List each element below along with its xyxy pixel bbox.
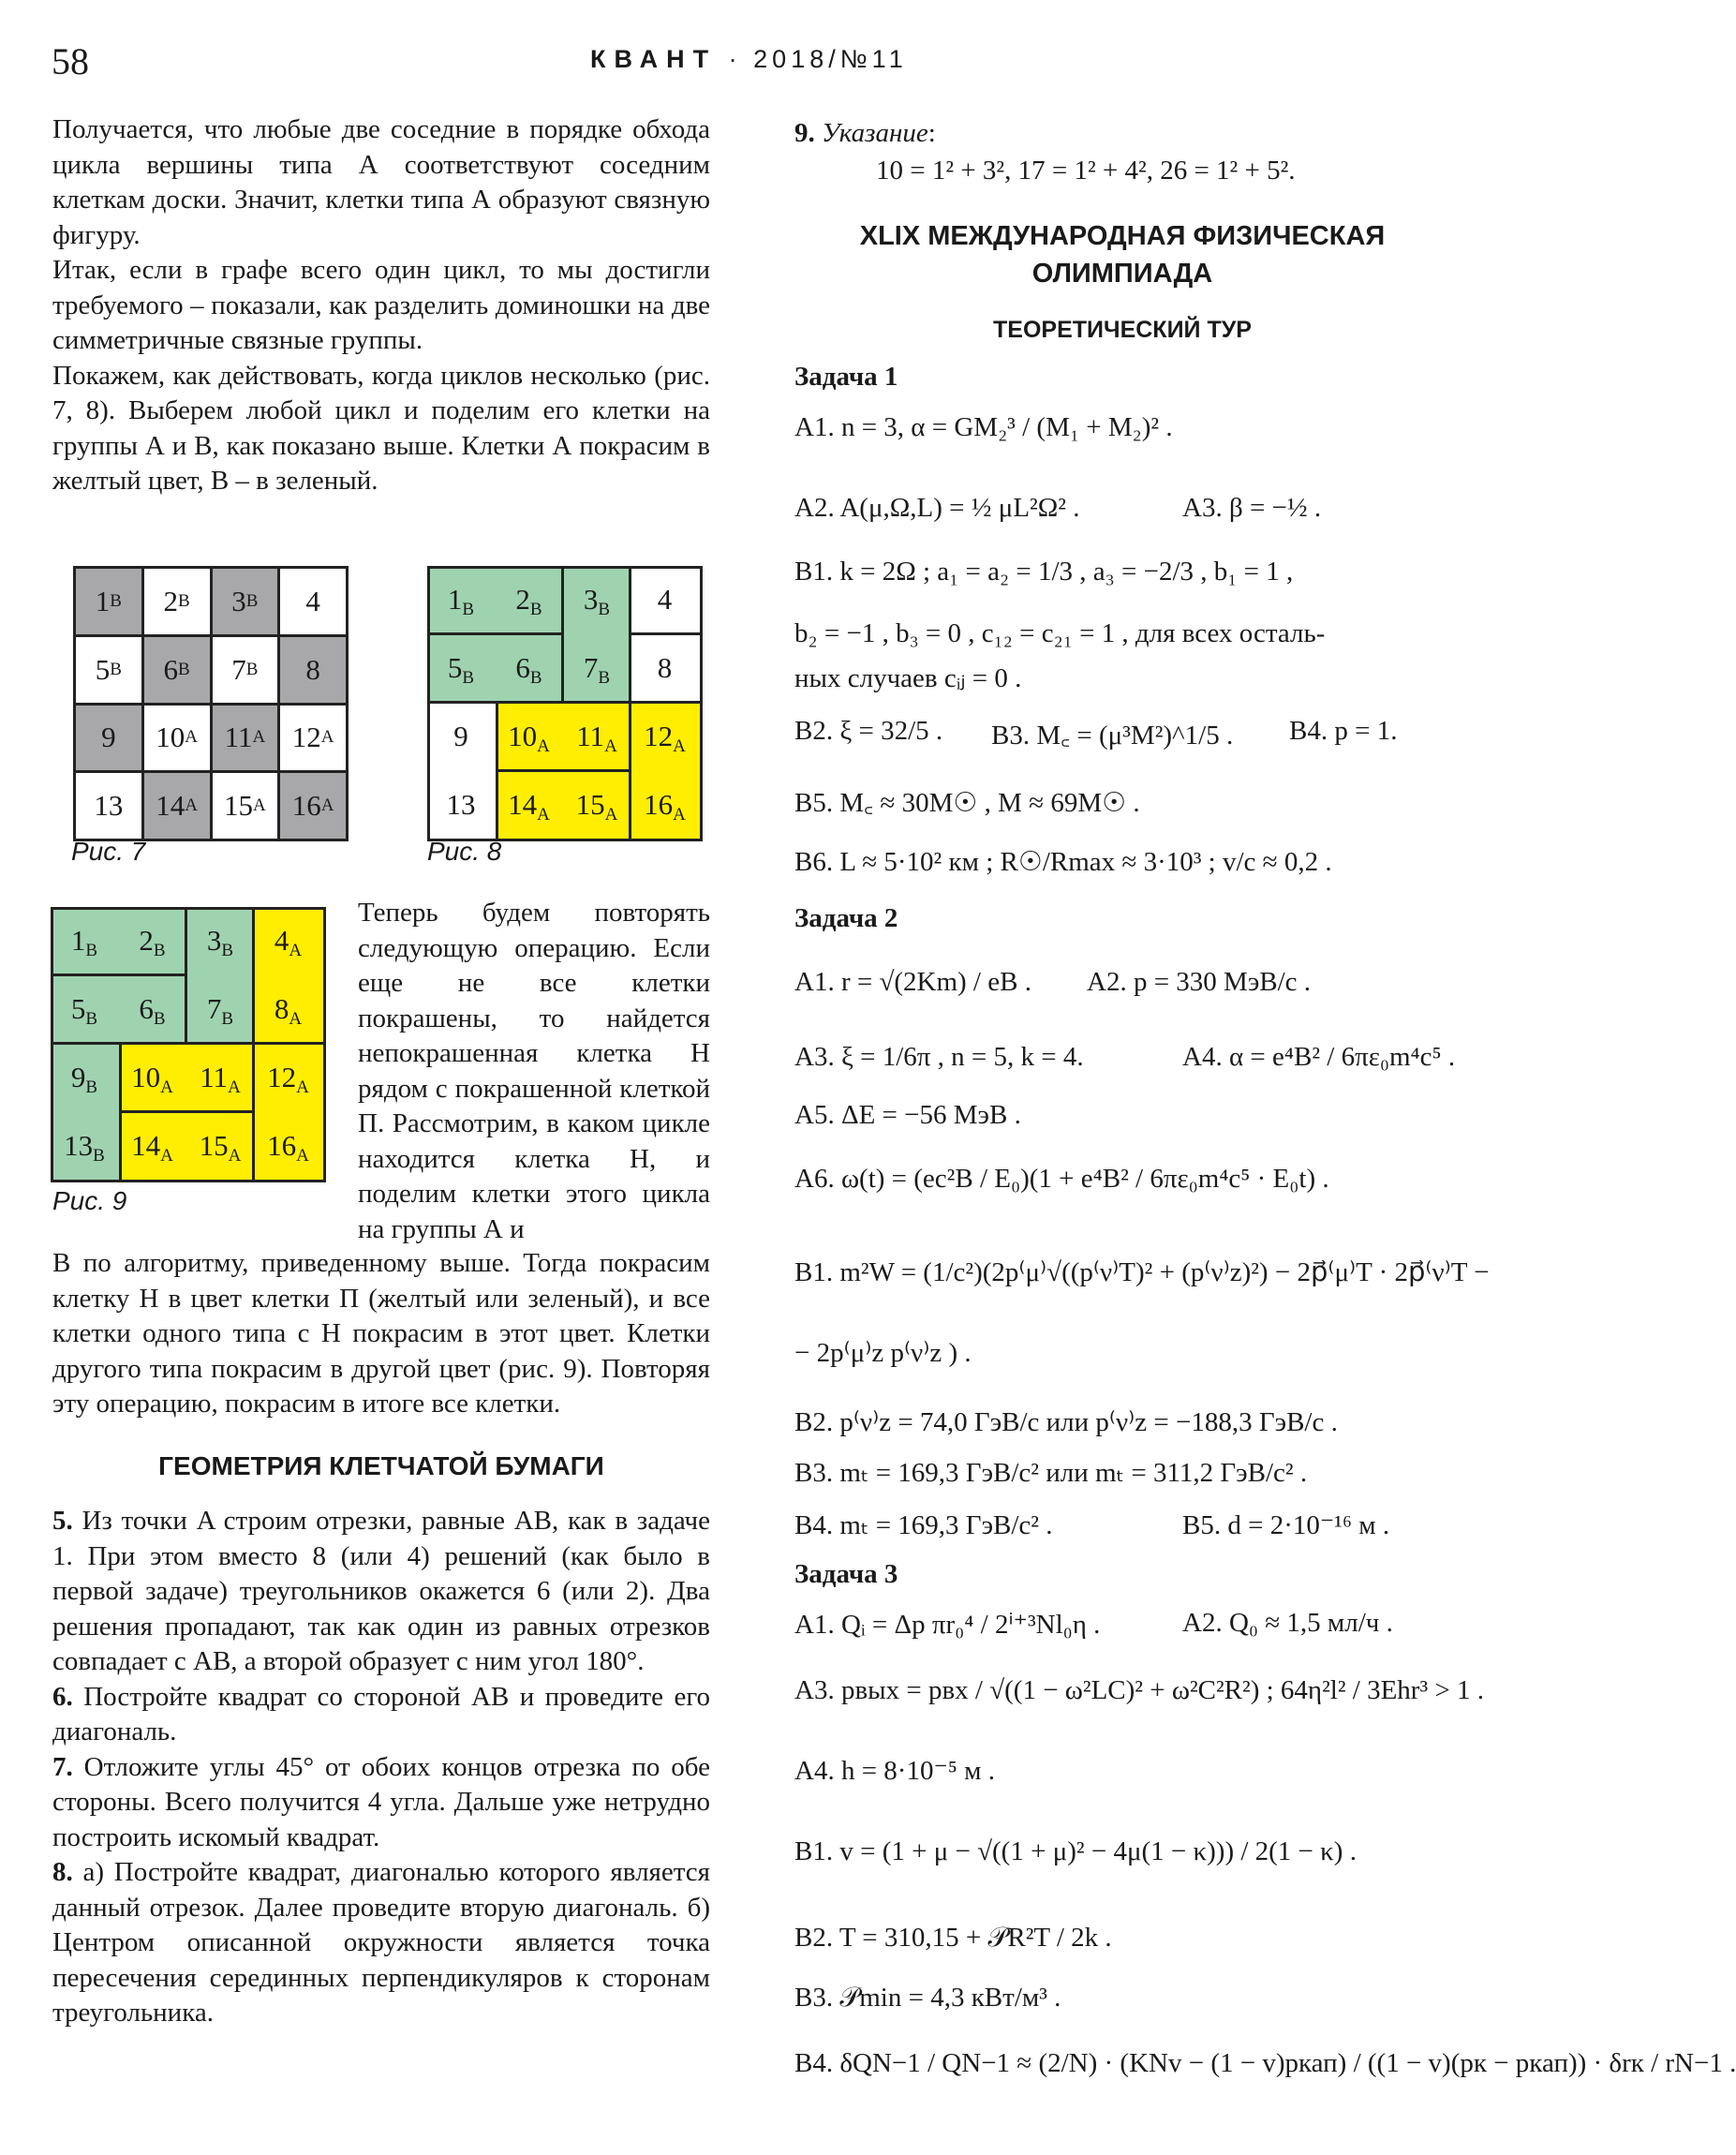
- problem-9-formula: 10 = 1² + 3², 17 = 1² + 4², 26 = 1² + 5².: [876, 156, 1296, 186]
- figure-9-grid: [51, 907, 326, 1182]
- cell-label: $3_В$: [583, 583, 611, 619]
- grid-cell: 4: [280, 569, 346, 634]
- t1-b4: B4. p = 1.: [1289, 716, 1398, 746]
- cell-label: $13_В$: [64, 1129, 105, 1166]
- t3-b1: B1. v = (1 + μ − √((1 + μ)² − 4μ(1 − κ))) / 2(1 − κ) .: [794, 1836, 1357, 1866]
- journal-issue: 2018/№11: [753, 45, 908, 73]
- problem-6: 6. Постройте квадрат со стороной AB и проведите его диагональ.: [52, 1681, 711, 1746]
- left-column-bottom: [52, 1246, 710, 2031]
- grid-cell: 16 А: [280, 773, 346, 839]
- t2-a2: A2. p = 330 МэВ/c .: [1087, 967, 1312, 997]
- paragraph: Получается, что любые две соседние в порядке обхода цикла вершины типа А соответствуют соседним клеткам доски. Значит, клетки типа А образуют связную фигуру.: [52, 114, 710, 250]
- cell-label: $1_В$: [447, 583, 475, 619]
- cell-label: $12_А$: [644, 720, 686, 756]
- t3-b2: B2. T = 310,15 + 𝒫R²T / 2k .: [794, 1923, 1112, 1953]
- cell-label: 4: [657, 583, 673, 616]
- t3-b4: B4. δQN−1 / QN−1 ≈ (2/N) · (KNv − (1 − v)pкап) / ((1 − v)(pк − pкап)) · δrк / rN−1 .: [794, 2048, 1736, 2078]
- t3-a3: A3. pвых = pвх / √((1 − ω²LC)² + ω²C²R²) ; 64η²l² / 3Ehr³ > 1 .: [794, 1675, 1485, 1705]
- cell-label: $11_А$: [200, 1061, 241, 1097]
- cell-label: $7_В$: [206, 992, 234, 1029]
- paragraph: В по алгоритму, приведенному выше. Тогда покрасим клетку Н в цвет клетки П (желтый или зеленый), и все клетки одного типа с Н покрасим в этот цвет. Клетки другого типа покрасим в другой цвет (рис. 9). Повторяя эту операцию, покрасим в итоге все клетки.: [52, 1248, 710, 1419]
- t1-a1: A1. n = 3, α = GM₂³ / (M₁ + M₂)² .: [794, 412, 1173, 442]
- grid-cell: 3 В: [213, 569, 278, 634]
- t2-b5: B5. d = 2·10⁻¹⁶ м .: [1182, 1510, 1390, 1540]
- figure-9-caption: Рис. 9: [52, 1186, 127, 1215]
- t2-a6: A6. ω(t) = (ec²B / E₀)(1 + e⁴B² / 6πε₀m⁴c⁵ · E₀t) .: [794, 1164, 1329, 1194]
- cell-label: $10_А$: [508, 720, 550, 756]
- grid-cell: 13: [76, 773, 141, 839]
- cell-label: $8_А$: [274, 992, 303, 1029]
- t2-a4: A4. α = e⁴B² / 6πε₀m⁴c⁵ .: [1182, 1042, 1456, 1072]
- grid-cell: 5 В: [76, 637, 141, 703]
- header-separator: ·: [728, 45, 742, 73]
- t1-a2: A2. A(μ,Ω,L) = ½ μL²Ω² .: [794, 493, 1080, 523]
- grid-cell: 1 В: [76, 569, 141, 634]
- left-column-top: [52, 112, 710, 499]
- grid-cell: 8: [280, 637, 346, 703]
- cell-label: $15_А$: [199, 1129, 242, 1166]
- cell-label: 13: [446, 788, 476, 821]
- grid-cell: 6 В: [144, 637, 210, 703]
- t3-b3: B3. 𝒫min = 4,3 кВт/м³ .: [794, 1983, 1061, 2013]
- cell-label: $7_В$: [583, 651, 611, 688]
- cell-label: $6_В$: [139, 992, 166, 1029]
- t1-b5: B5. M꜀ ≈ 30M☉ , M ≈ 69M☉ .: [794, 788, 1140, 818]
- cell-label: $2_В$: [139, 924, 166, 960]
- problem-9: 9. Указание:: [794, 118, 936, 148]
- grid-cell: 11 А: [213, 706, 278, 771]
- t2-a3: A3. ξ = 1/6π , n = 5, k = 4.: [794, 1042, 1084, 1072]
- page-number: 58: [52, 40, 89, 82]
- cell-label: $5_В$: [70, 992, 98, 1029]
- cell-label: $16_А$: [644, 788, 686, 825]
- t2-a5: A5. ΔE = −56 МэВ .: [794, 1100, 1021, 1130]
- grid-cell: 2 В: [144, 569, 210, 634]
- section-heading: ГЕОМЕТРИЯ КЛЕТЧАТОЙ БУМАГИ: [158, 1450, 604, 1480]
- t2-b3: B3. mₜ = 169,3 ГэВ/c² или mₜ = 311,2 ГэВ/c² .: [794, 1458, 1308, 1488]
- cell-label: $5_В$: [447, 651, 475, 688]
- journal-header: [590, 45, 908, 74]
- t2-b4: B4. mₜ = 169,3 ГэВ/c² .: [794, 1510, 1053, 1540]
- t1-b1-cont: b₂ = −1 , b₃ = 0 , c₁₂ = c₂₁ = 1 , для всех осталь-: [794, 618, 1326, 648]
- t1-b2: B2. ξ = 32/5 .: [794, 716, 943, 746]
- t1-b6: B6. L ≈ 5·10² км ; R☉/Rmax ≈ 3·10³ ; v/c ≈ 0,2 .: [794, 847, 1332, 877]
- t1-b1: B1. k = 2Ω ; a₁ = a₂ = 1/3 , a₃ = −2/3 , b₁ = 1 ,: [794, 557, 1294, 587]
- cell-label: $16_А$: [267, 1129, 309, 1166]
- cell-label: 8: [657, 651, 673, 684]
- t1-a3: A3. β = −½ .: [1182, 493, 1322, 523]
- cell-label: $3_В$: [206, 924, 234, 960]
- cell-label: $10_А$: [131, 1061, 173, 1097]
- t1-b1-cont: ных случаев cᵢⱼ = 0 .: [794, 663, 1022, 693]
- t3-a4: A4. h = 8·10⁻⁵ м .: [794, 1756, 995, 1786]
- figure-8-caption: Рис. 8: [427, 837, 502, 866]
- figure-7-grid: [73, 566, 349, 841]
- paragraph: Итак, если в графе всего один цикл, то мы достигли требуемого – показали, как разделить доминошки на две симметричные связные группы.: [52, 255, 710, 355]
- cell-label: $4_А$: [274, 924, 303, 960]
- cell-label: $2_В$: [515, 583, 542, 619]
- problem-8: 8. а) Постройте квадрат, диагональю которого является данный отрезок. Далее проведите вторую диагональ. б) Центром описанной окружности является точка пересечения серединных перпендикуляров к сторонам треугольника.: [52, 1857, 710, 2028]
- t2-b1: B1. m²W = (1/c²)(2p⁽μ⁾√((p⁽ν⁾T)² + (p⁽ν⁾z)²) − 2p⃗⁽μ⁾T · 2p⃗⁽ν⁾T −: [794, 1257, 1490, 1287]
- cell-label: $1_В$: [70, 924, 98, 960]
- cell-label: $14_А$: [508, 788, 550, 825]
- grid-cell: 15 А: [213, 773, 278, 839]
- task-2-heading: Задача 2: [794, 903, 898, 933]
- task-1-heading: Задача 1: [794, 362, 898, 392]
- t3-a1: A1. Qᵢ = Δp πr₀⁴ / 2ⁱ⁺³Nl₀η .: [794, 1610, 1101, 1640]
- figure-8-grid: [427, 566, 703, 841]
- t1-b3: B3. M꜀ = (μ³M²)^1/5 .: [991, 721, 1234, 751]
- t3-a2: A2. Q₀ ≈ 1,5 мл/ч .: [1182, 1608, 1393, 1638]
- journal-name: КВАНТ: [590, 45, 718, 73]
- cell-label: 9: [453, 720, 468, 752]
- cell-label: $15_А$: [575, 788, 618, 825]
- t2-a1: A1. r = √(2Km) / eB .: [794, 967, 1031, 997]
- problem-7: 7. Отложите углы 45° от обоих концов отрезка по обе стороны. Всего получится 4 угла. Дальше уже нетрудно построить искомый квадрат.: [52, 1751, 710, 1852]
- paragraph: Теперь будем повторять следующую операцию. Если еще не все клетки покрашены, то найдется непокрашенная клетка Н рядом с покрашенной клеткой П. Рассмотрим, в каком цикле находится клетка Н, и поделим клетки этого цикла на группы А и: [358, 898, 710, 1244]
- task-3-heading: Задача 3: [794, 1559, 898, 1589]
- t2-b1-cont: − 2p⁽μ⁾z p⁽ν⁾z ) .: [794, 1338, 972, 1368]
- grid-cell: 10 А: [144, 706, 210, 771]
- cell-label: $12_А$: [267, 1061, 309, 1097]
- cell-label: $14_А$: [131, 1129, 173, 1166]
- tour-heading: ТЕОРЕТИЧЕСКИЙ ТУР: [993, 317, 1252, 343]
- cell-label: $11_А$: [576, 720, 617, 756]
- cell-label: $6_В$: [515, 651, 542, 688]
- grid-cell: 12 А: [280, 706, 346, 771]
- problem-5: 5. Из точки A строим отрезки, равные AB, как в задаче 1. При этом вместо 8 (или 4) решений (как было в первой задаче) треугольников окажется 6 (или 2). Два решения пропадают, так как один из равных отрезков совпадает с AB, а второй образует с ним угол 180°.: [52, 1506, 710, 1676]
- olympiad-title: XLIX МЕЖДУНАРОДНАЯ ФИЗИЧЕСКАЯ ОЛИМПИАДА: [859, 221, 1386, 289]
- t2-b2: B2. p⁽ν⁾z = 74,0 ГэВ/c или p⁽ν⁾z = −188,3 ГэВ/c .: [794, 1407, 1338, 1437]
- grid-cell: 14 А: [144, 773, 210, 839]
- grid-cell: 7 В: [213, 637, 278, 703]
- wrap-text: [358, 896, 710, 1247]
- paragraph: Покажем, как действовать, когда циклов несколько (рис. 7, 8). Выберем любой цикл и поделим его клетки на группы А и В, как показано выше. Клетки А покрасим в желтый цвет, В – в зеленый.: [52, 360, 710, 496]
- grid-cell: 9: [76, 706, 141, 771]
- figure-7-caption: Рис. 7: [71, 837, 146, 866]
- cell-label: $9_В$: [70, 1061, 98, 1097]
